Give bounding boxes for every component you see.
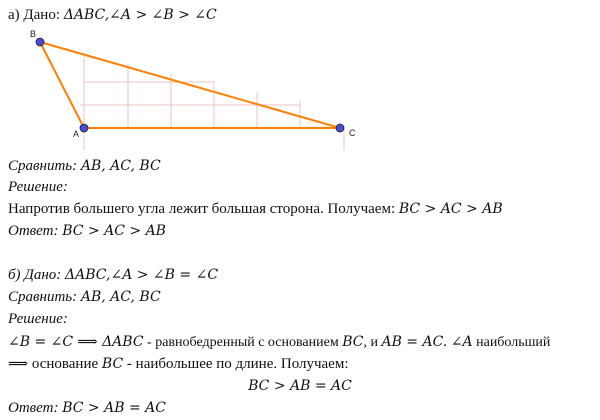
part-b-result (0, 377, 600, 395)
part-a-answer-math: BC > AC > AB (62, 223, 166, 239)
part-a-solution-math: BC > AC > AB (398, 201, 503, 217)
part-b-given-label: б) Дано: (8, 267, 62, 283)
part-a-compare-label: Сравнить: (8, 158, 78, 174)
vertex-b (36, 38, 44, 46)
part-a-compare (8, 157, 161, 175)
part-b-sol2-math-1: ⟹ (8, 356, 29, 372)
side-ab (40, 42, 84, 128)
part-a-given-math: ΔABC,∠A > ∠B > ∠C (63, 7, 217, 23)
part-b-answer-label: Ответ: (8, 400, 59, 416)
vertex-a (80, 124, 88, 132)
vertex-label-c: C (349, 128, 356, 138)
part-b-compare-label: Сравнить: (8, 289, 78, 305)
part-b-sol2-text-2: - наибольшее по длине. Получаем: (126, 356, 349, 372)
part-b-given (8, 266, 218, 284)
part-b-answer (8, 399, 166, 417)
part-b-sol1-math-3: AB = AC. (381, 334, 448, 350)
part-a-answer-label: Ответ: (8, 223, 59, 239)
part-b-sol1-math-2: BC (342, 334, 364, 350)
part-b-solution-line-1 (8, 333, 550, 352)
part-b-sol1-math-4: ∠A (450, 334, 473, 350)
part-b-solution-line-2 (8, 355, 349, 373)
part-b-sol1-text-2: , и (363, 335, 378, 350)
part-b-given-math: ΔABC,∠A > ∠B = ∠C (65, 267, 219, 283)
part-b-sol1-text-1: - равнобедренный с основанием (147, 335, 339, 350)
part-b-sol1-math-1: ∠B = ∠C ⟹ ΔABC (8, 334, 144, 350)
vertex-label-a: A (73, 129, 80, 139)
part-a-solution-label: Решение: (8, 179, 68, 195)
part-b-answer-math: BC > AB = AC (62, 400, 166, 416)
part-b-result-math: BC > AB = AC (248, 378, 352, 394)
part-b-sol2-math-2: BC (101, 356, 124, 372)
part-b-compare-math: AB, AC, BC (80, 289, 161, 305)
part-a-compare-math: AB, AC, BC (80, 158, 161, 174)
side-bc (40, 42, 340, 128)
vertex-label-b: B (30, 29, 37, 39)
part-a-answer (8, 222, 166, 240)
part-b-compare (8, 288, 161, 306)
part-a-given-label: а) Дано: (8, 7, 60, 23)
part-a-solution (8, 200, 503, 218)
part-a-solution-text: Напротив большего угла лежит большая сторона. Получаем: (8, 201, 396, 217)
figure-grid (80, 55, 344, 150)
part-b-sol1-text-3: наибольший (476, 335, 551, 350)
part-b-sol2-text-1: основание (31, 356, 99, 372)
part-b-solution-label: Решение: (8, 311, 68, 327)
vertex-c (336, 124, 344, 132)
